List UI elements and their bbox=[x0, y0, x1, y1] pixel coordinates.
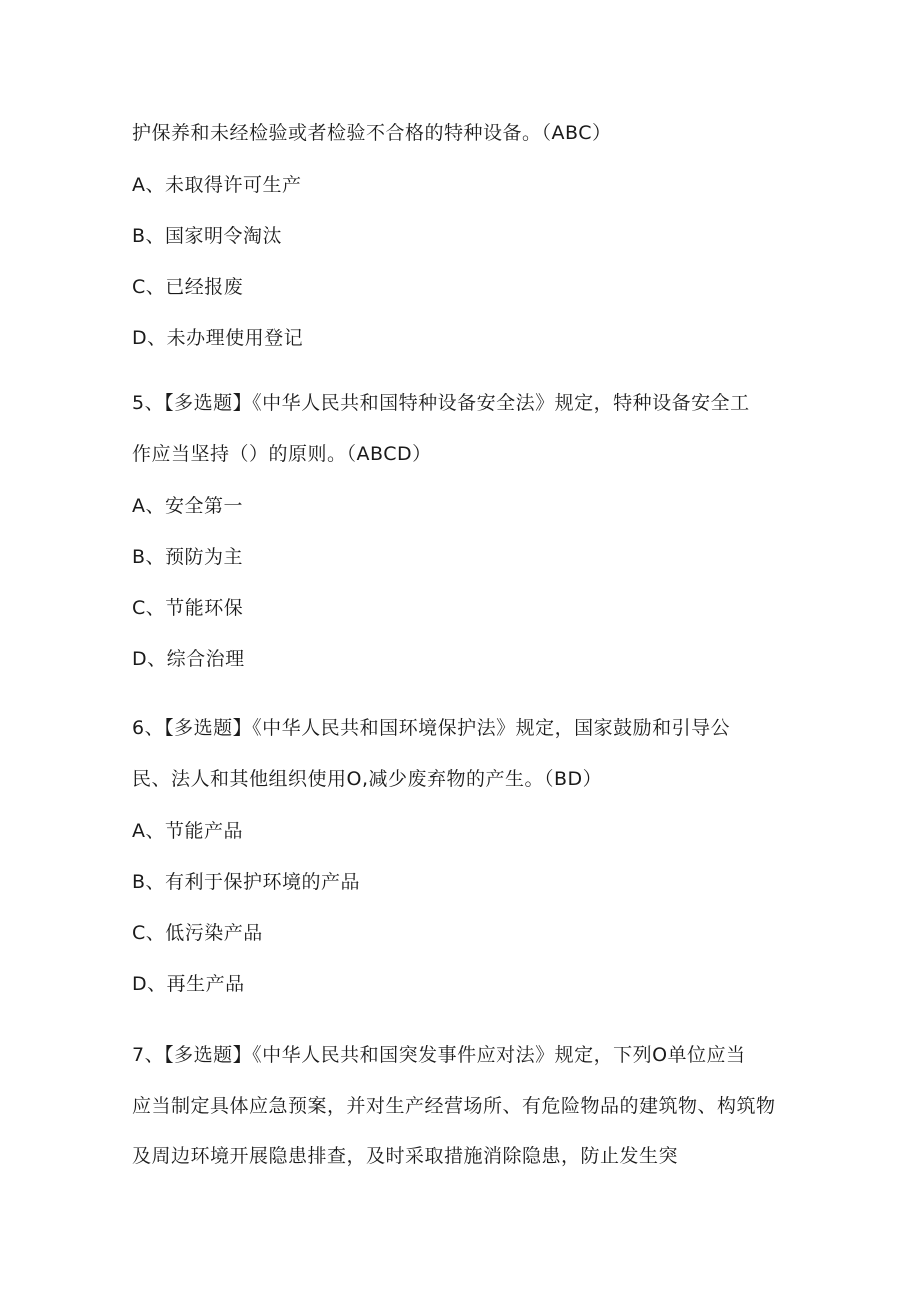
question-5-stem-line-1: 5、【多选题】《中华人民共和国特种设备安全法》规定，特种设备安全工 bbox=[132, 392, 750, 414]
question-6-option-d: D、再生产品 bbox=[132, 973, 245, 995]
question-7-stem-line-3: 及周边环境开展隐患排查，及时采取措施消除隐患，防止发生突 bbox=[132, 1145, 679, 1167]
question-5-option-a: A、安全第一 bbox=[132, 495, 243, 517]
question-5-option-b: B、预防为主 bbox=[132, 546, 244, 568]
question-4-option-c: C、已经报废 bbox=[132, 276, 244, 298]
question-6-option-b: B、有利于保护环境的产品 bbox=[132, 871, 361, 893]
question-7-stem-line-1: 7、【多选题】《中华人民共和国突发事件应对法》规定，下列O单位应当 bbox=[132, 1044, 746, 1066]
question-6-stem-line-2: 民、法人和其他组织使用O,减少废弃物的产生。（BD） bbox=[132, 768, 603, 790]
question-4-option-d: D、未办理使用登记 bbox=[132, 327, 304, 349]
question-5-option-c: C、节能环保 bbox=[132, 597, 244, 619]
question-5-stem-line-2: 作应当坚持（）的原则。（ABCD） bbox=[132, 443, 432, 465]
question-7-stem-line-2: 应当制定具体应急预案，并对生产经营场所、有危险物品的建筑物、构筑物 bbox=[132, 1095, 776, 1117]
question-4-option-b: B、国家明令淘汰 bbox=[132, 225, 283, 247]
question-6-option-c: C、低污染产品 bbox=[132, 922, 263, 944]
question-4-tail: 护保养和未经检验或者检验不合格的特种设备。（ABC） bbox=[132, 122, 612, 144]
question-6-stem-line-1: 6、【多选题】《中华人民共和国环境保护法》规定，国家鼓励和引导公 bbox=[132, 717, 731, 739]
question-4-option-a: A、未取得许可生产 bbox=[132, 174, 302, 196]
question-6-option-a: A、节能产品 bbox=[132, 820, 243, 842]
question-5-option-d: D、综合治理 bbox=[132, 648, 245, 670]
